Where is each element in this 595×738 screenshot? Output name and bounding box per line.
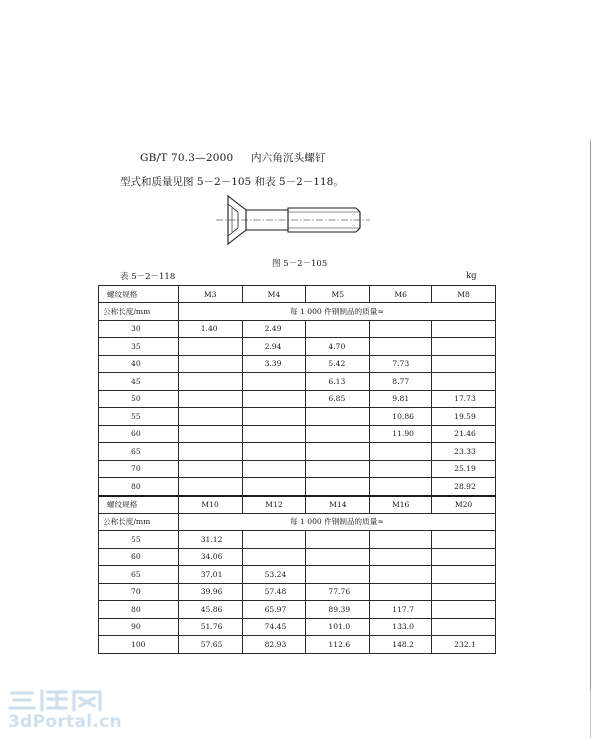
mass-cell (306, 566, 370, 584)
mass-cell (370, 320, 432, 338)
mass-cell (306, 320, 370, 338)
watermark-text: 3dPortal.cn (8, 712, 122, 732)
mass-cell (242, 390, 306, 408)
thread-size-header: M20 (432, 496, 496, 514)
mass-cell: 51.76 (178, 618, 242, 636)
length-cell: 40 (99, 355, 179, 373)
length-cell: 65 (99, 566, 179, 584)
table-row (99, 636, 496, 654)
standard-number: GB/T 70.3—2000 (140, 152, 234, 164)
mass-cell (432, 618, 496, 636)
table-row (99, 320, 496, 338)
table-subheader-row (99, 513, 496, 531)
mass-cell (242, 425, 306, 443)
mass-cell: 17.73 (432, 390, 496, 408)
thread-size-header: M10 (178, 496, 242, 514)
mass-cell (370, 460, 432, 478)
mass-cell (432, 601, 496, 619)
mass-cell: 3.39 (242, 355, 306, 373)
mass-cell: 8.77 (370, 373, 432, 391)
mass-cell: 11.90 (370, 425, 432, 443)
mass-cell: 133.0 (370, 618, 432, 636)
mass-cell: 7.73 (370, 355, 432, 373)
mass-cell (242, 531, 306, 549)
mass-cell (242, 460, 306, 478)
mass-cell (178, 478, 242, 496)
mass-cell (370, 548, 432, 566)
table-row (99, 531, 496, 549)
table-row (99, 583, 496, 601)
mass-cell (432, 373, 496, 391)
mass-cell: 57.65 (178, 636, 242, 654)
mass-cell (432, 355, 496, 373)
nominal-length-label: 公称长度/mm (99, 513, 179, 531)
thread-size-header: M8 (432, 286, 496, 303)
mass-cell (178, 373, 242, 391)
mass-cell: 19.59 (432, 408, 496, 426)
table-row (99, 408, 496, 426)
table-row (99, 425, 496, 443)
length-cell: 30 (99, 320, 179, 338)
mass-cell (306, 460, 370, 478)
mass-cell (432, 338, 496, 356)
table-subheader-row (99, 303, 496, 321)
mass-cell (178, 390, 242, 408)
mass-cell: 148.2 (370, 636, 432, 654)
mass-cell: 6.85 (306, 390, 370, 408)
table-number: 表 5－2－118 (120, 272, 176, 282)
table-row (99, 373, 496, 391)
mass-table-part-1 (99, 286, 496, 496)
mass-cell (370, 478, 432, 496)
table-header-row (99, 286, 496, 303)
mass-cell (178, 338, 242, 356)
mass-per-1000-label: 每 1 000 件钢制品的质量≈ (178, 513, 495, 531)
page-edge-rule (590, 140, 591, 690)
mass-cell (306, 531, 370, 549)
mass-cell (242, 478, 306, 496)
mass-cell: 37.01 (178, 566, 242, 584)
mass-cell: 117.7 (370, 601, 432, 619)
mass-cell (242, 443, 306, 461)
page-edge-rule-lower (590, 690, 591, 738)
mass-cell: 82.93 (242, 636, 306, 654)
mass-cell (306, 548, 370, 566)
length-cell: 100 (99, 636, 179, 654)
thread-size-header: M12 (242, 496, 306, 514)
mass-cell (432, 566, 496, 584)
length-cell: 55 (99, 531, 179, 549)
mass-cell: 53.24 (242, 566, 306, 584)
standard-name: 内六角沉头螺钉 (250, 152, 326, 164)
mass-cell (432, 548, 496, 566)
mass-cell (370, 531, 432, 549)
thread-size-header: M3 (178, 286, 242, 303)
mass-cell: 31.12 (178, 531, 242, 549)
nominal-length-label: 公称长度/mm (99, 303, 179, 321)
mass-cell (370, 583, 432, 601)
thread-size-header: M4 (242, 286, 306, 303)
mass-cell: 112.6 (306, 636, 370, 654)
mass-cell (306, 408, 370, 426)
mass-cell: 39.96 (178, 583, 242, 601)
table-row (99, 460, 496, 478)
mass-cell: 2.49 (242, 320, 306, 338)
table-row (99, 443, 496, 461)
length-cell: 70 (99, 583, 179, 601)
countersunk-screw-figure (208, 190, 378, 250)
mass-cell (178, 408, 242, 426)
mass-cell (432, 320, 496, 338)
table-row (99, 566, 496, 584)
thread-spec-label: 螺纹规格 (99, 496, 179, 514)
section-heading (140, 150, 326, 165)
mass-cell: 10.86 (370, 408, 432, 426)
mass-cell (432, 531, 496, 549)
mass-cell: 4.70 (306, 338, 370, 356)
length-cell: 55 (99, 408, 179, 426)
length-cell: 65 (99, 443, 179, 461)
mass-cell: 2.94 (242, 338, 306, 356)
mass-cell: 6.13 (306, 373, 370, 391)
table-header-row (99, 496, 496, 514)
length-cell: 50 (99, 390, 179, 408)
mass-cell (306, 425, 370, 443)
length-cell: 45 (99, 373, 179, 391)
table-row (99, 355, 496, 373)
mass-cell: 28.92 (432, 478, 496, 496)
thread-size-header: M14 (306, 496, 370, 514)
intro-text: 型式和质量见图 5－2－105 和表 5－2－118。 (120, 176, 344, 188)
mass-cell: 1.40 (178, 320, 242, 338)
mass-cell (432, 583, 496, 601)
mass-cell (370, 566, 432, 584)
thread-size-header: M16 (370, 496, 432, 514)
thread-spec-label: 螺纹规格 (99, 286, 179, 303)
length-cell: 80 (99, 601, 179, 619)
mass-cell: 25.19 (432, 460, 496, 478)
table-unit: kg (466, 271, 477, 281)
length-cell: 80 (99, 478, 179, 496)
length-cell: 60 (99, 548, 179, 566)
table-row (99, 618, 496, 636)
mass-cell: 45.86 (178, 601, 242, 619)
table-row (99, 478, 496, 496)
mass-cell: 34.06 (178, 548, 242, 566)
thread-size-header: M6 (370, 286, 432, 303)
mass-table-part-2 (99, 496, 496, 654)
mass-cell (178, 460, 242, 478)
mass-cell: 5.42 (306, 355, 370, 373)
mass-cell: 21.46 (432, 425, 496, 443)
mass-cell: 77.76 (306, 583, 370, 601)
mass-cell: 9.81 (370, 390, 432, 408)
table-row (99, 601, 496, 619)
mass-cell: 89.39 (306, 601, 370, 619)
mass-cell: 65.97 (242, 601, 306, 619)
mass-cell: 57.48 (242, 583, 306, 601)
mass-per-1000-label: 每 1 000 件钢制品的质量≈ (178, 303, 495, 321)
mass-cell (242, 548, 306, 566)
length-cell: 90 (99, 618, 179, 636)
mass-cell (370, 338, 432, 356)
mass-cell: 232.1 (432, 636, 496, 654)
table-row (99, 390, 496, 408)
table-row (99, 548, 496, 566)
mass-cell: 101.0 (306, 618, 370, 636)
mass-cell: 74.45 (242, 618, 306, 636)
mass-cell (370, 443, 432, 461)
mass-table (98, 285, 496, 654)
length-cell: 35 (99, 338, 179, 356)
mass-cell: 23.33 (432, 443, 496, 461)
table-row (99, 338, 496, 356)
mass-cell (306, 443, 370, 461)
length-cell: 70 (99, 460, 179, 478)
thread-size-header: M5 (306, 286, 370, 303)
mass-cell (242, 373, 306, 391)
mass-cell (242, 408, 306, 426)
length-cell: 60 (99, 425, 179, 443)
mass-cell (178, 355, 242, 373)
mass-cell (306, 478, 370, 496)
figure-caption: 图 5－2－105 (272, 259, 328, 269)
mass-cell (178, 443, 242, 461)
mass-cell (178, 425, 242, 443)
